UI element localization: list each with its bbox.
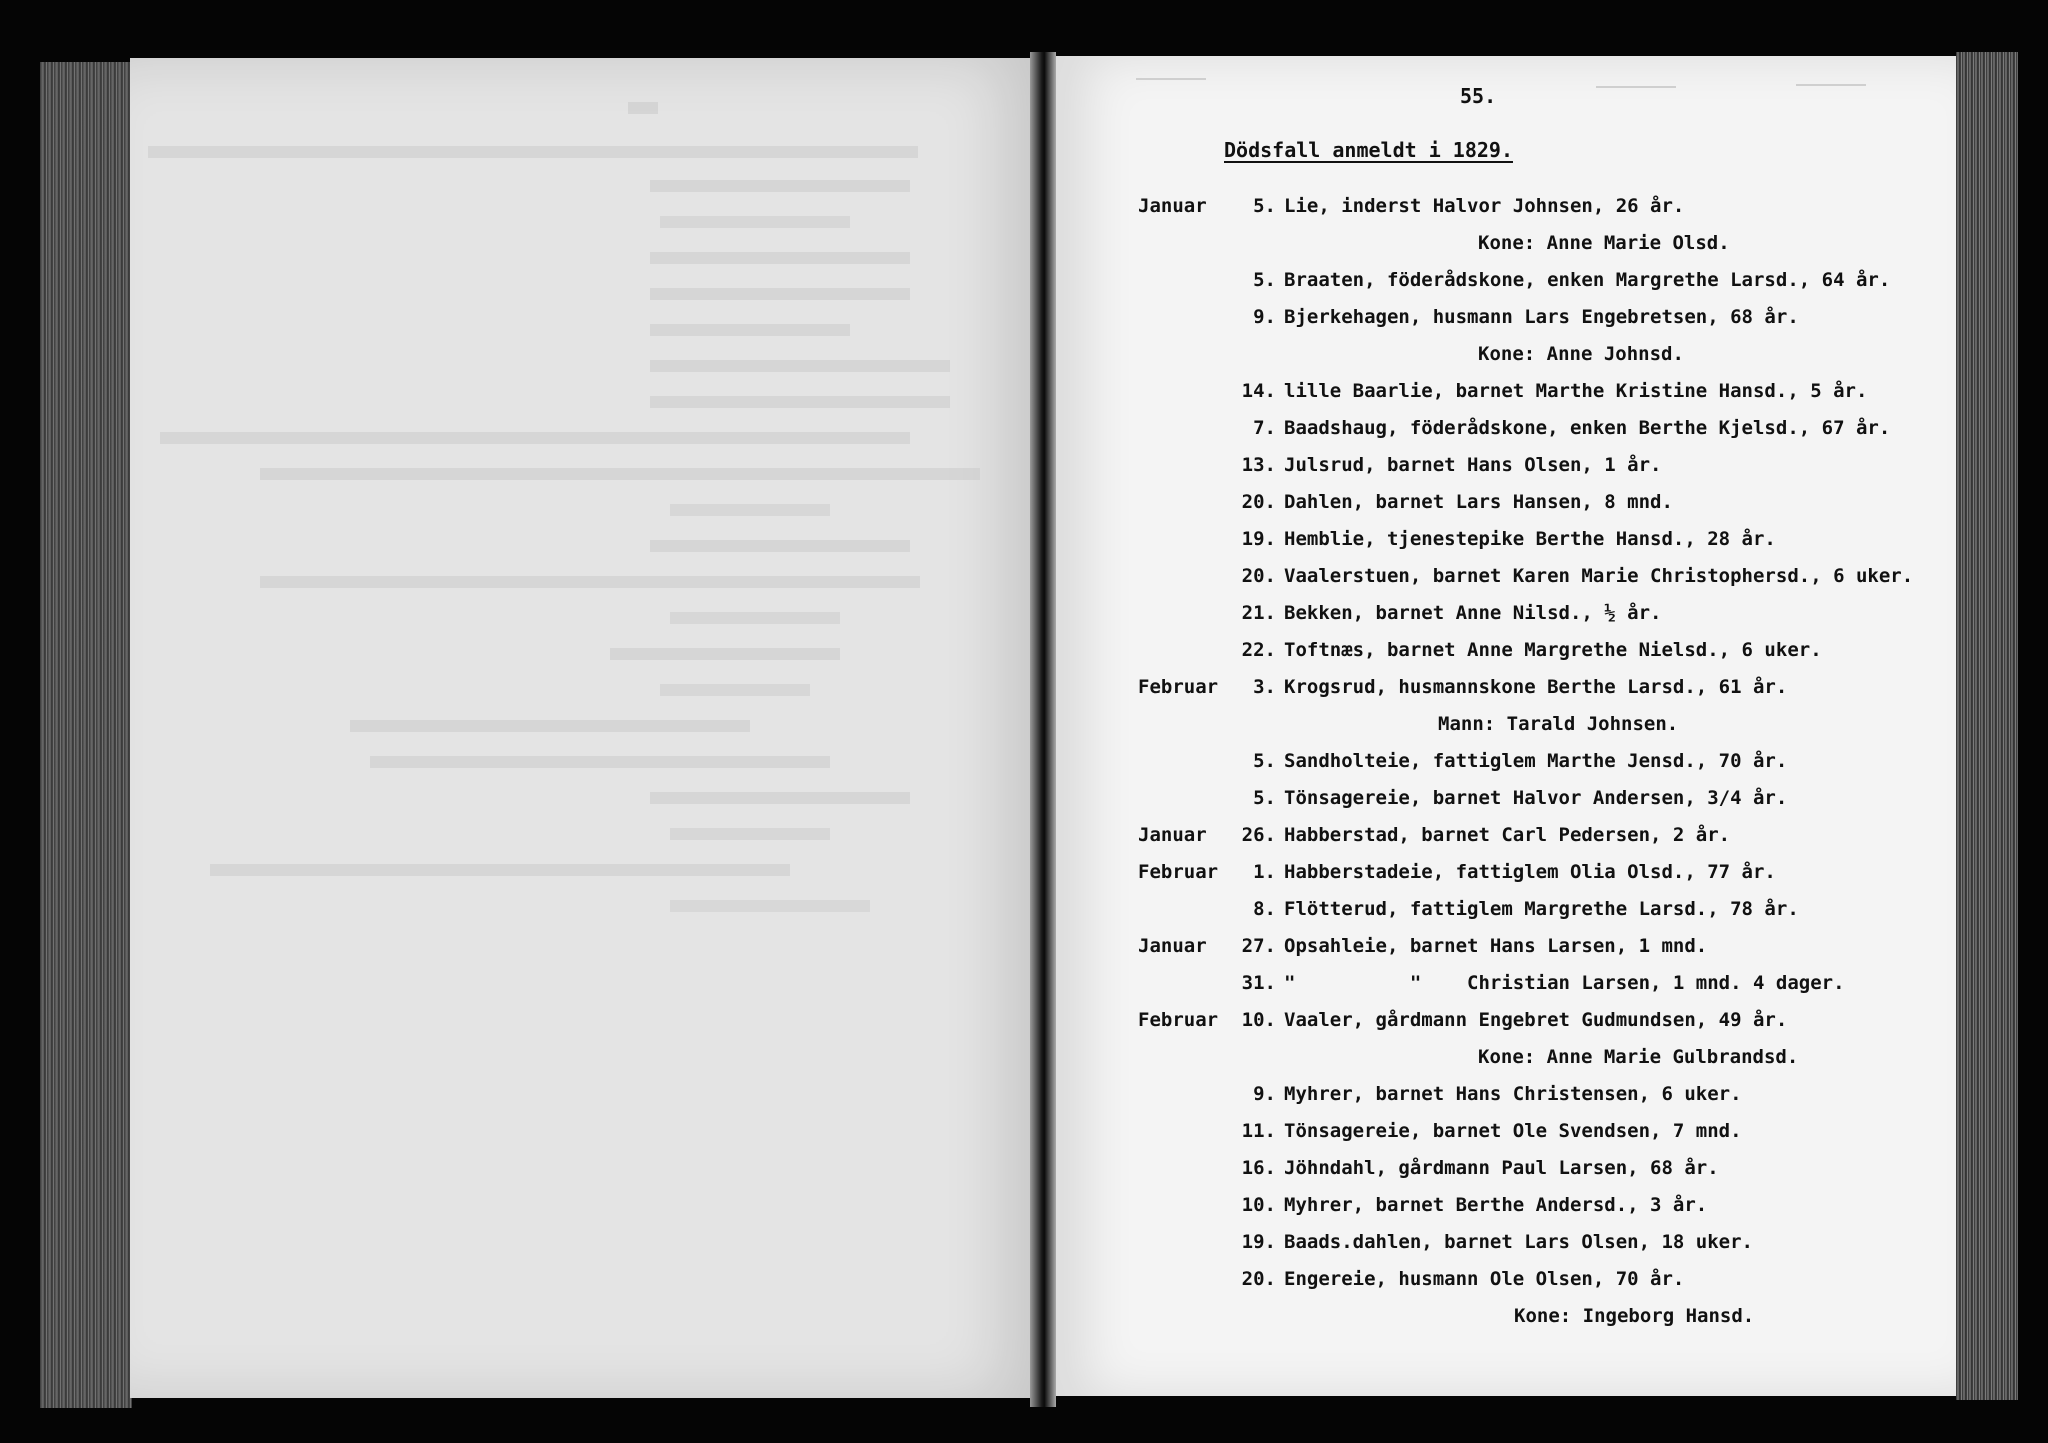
entry-day: 21. bbox=[1241, 602, 1276, 624]
entry-day: 1. bbox=[1253, 861, 1276, 883]
entry-day: 9. bbox=[1253, 1083, 1276, 1105]
list-item bbox=[1138, 706, 1938, 743]
entry-text: Engereie, husmann Ole Olsen, 70 år. bbox=[1284, 1268, 1685, 1290]
entry-day: 11. bbox=[1241, 1120, 1276, 1142]
right-page-edges bbox=[1956, 52, 2018, 1400]
entry-text: lille Baarlie, barnet Marthe Kristine Hansd., 5 år. bbox=[1284, 380, 1868, 402]
death-record-list bbox=[1138, 188, 1938, 1335]
list-item bbox=[1138, 743, 1938, 780]
entry-day: 22. bbox=[1241, 639, 1276, 661]
entry-day: 31. bbox=[1241, 972, 1276, 994]
entry-text: Baadshaug, föderådskone, enken Berthe Kjelsd., 67 år. bbox=[1284, 417, 1891, 439]
list-item bbox=[1138, 336, 1938, 373]
entry-spouse: Kone: Ingeborg Hansd. bbox=[1514, 1305, 1755, 1327]
list-item bbox=[1138, 1039, 1938, 1076]
entry-day: 5. bbox=[1253, 269, 1276, 291]
list-item bbox=[1138, 669, 1938, 706]
entry-month: Januar bbox=[1138, 935, 1207, 957]
entry-text: Krogsrud, husmannskone Berthe Larsd., 61 år. bbox=[1284, 676, 1788, 698]
list-item bbox=[1138, 1150, 1938, 1187]
entry-day: 9. bbox=[1253, 306, 1276, 328]
list-item bbox=[1138, 1298, 1938, 1335]
list-item bbox=[1138, 410, 1938, 447]
entry-text: Flötterud, fattiglem Margrethe Larsd., 78 år. bbox=[1284, 898, 1799, 920]
list-item bbox=[1138, 854, 1938, 891]
list-item bbox=[1138, 1113, 1938, 1150]
entry-text: Tönsagereie, barnet Halvor Andersen, 3/4 år. bbox=[1284, 787, 1788, 809]
page-mark bbox=[1596, 86, 1676, 88]
entry-text: Myhrer, barnet Hans Christensen, 6 uker. bbox=[1284, 1083, 1742, 1105]
list-item bbox=[1138, 558, 1938, 595]
entry-text: Bekken, barnet Anne Nilsd., ½ år. bbox=[1284, 602, 1662, 624]
entry-text: Jöhndahl, gårdmann Paul Larsen, 68 år. bbox=[1284, 1157, 1719, 1179]
entry-day: 5. bbox=[1253, 750, 1276, 772]
list-item bbox=[1138, 965, 1938, 1002]
entry-text: Hemblie, tjenestepike Berthe Hansd., 28 år. bbox=[1284, 528, 1776, 550]
list-item bbox=[1138, 262, 1938, 299]
entry-text: Toftnæs, barnet Anne Margrethe Nielsd., 6 uker. bbox=[1284, 639, 1822, 661]
list-item bbox=[1138, 1261, 1938, 1298]
entry-text: Braaten, föderådskone, enken Margrethe Larsd., 64 år. bbox=[1284, 269, 1891, 291]
entry-day: 13. bbox=[1241, 454, 1276, 476]
list-item bbox=[1138, 632, 1938, 669]
list-item bbox=[1138, 521, 1938, 558]
book-gutter bbox=[1030, 52, 1056, 1407]
entry-day: 8. bbox=[1253, 898, 1276, 920]
entry-day: 14. bbox=[1241, 380, 1276, 402]
entry-text: Julsrud, barnet Hans Olsen, 1 år. bbox=[1284, 454, 1662, 476]
list-item bbox=[1138, 447, 1938, 484]
page-mark bbox=[1136, 78, 1206, 80]
list-item bbox=[1138, 225, 1938, 262]
entry-day: 27. bbox=[1241, 935, 1276, 957]
entry-day: 26. bbox=[1241, 824, 1276, 846]
list-item bbox=[1138, 891, 1938, 928]
list-item bbox=[1138, 1187, 1938, 1224]
entry-text: Vaaler, gårdmann Engebret Gudmundsen, 49 år. bbox=[1284, 1009, 1788, 1031]
entry-day: 10. bbox=[1241, 1194, 1276, 1216]
page-title: Dödsfall anmeldt i 1829. bbox=[1224, 138, 1513, 162]
entry-spouse: Kone: Anne Marie Gulbrandsd. bbox=[1478, 1046, 1799, 1068]
entry-day: 10. bbox=[1241, 1009, 1276, 1031]
entry-text: Myhrer, barnet Berthe Andersd., 3 år. bbox=[1284, 1194, 1708, 1216]
entry-month: Februar bbox=[1138, 676, 1219, 698]
bleed-through-text bbox=[130, 58, 1042, 1398]
list-item bbox=[1138, 188, 1938, 225]
page-mark bbox=[1796, 84, 1866, 86]
entry-day: 20. bbox=[1241, 1268, 1276, 1290]
list-item bbox=[1138, 1002, 1938, 1039]
list-item bbox=[1138, 1076, 1938, 1113]
page-number: 55. bbox=[1460, 84, 1497, 108]
entry-text: Opsahleie, barnet Hans Larsen, 1 mnd. bbox=[1284, 935, 1708, 957]
entry-day: 20. bbox=[1241, 565, 1276, 587]
entry-month: Januar bbox=[1138, 824, 1207, 846]
entry-month: Januar bbox=[1138, 195, 1207, 217]
list-item bbox=[1138, 780, 1938, 817]
entry-spouse: Kone: Anne Marie Olsd. bbox=[1478, 232, 1730, 254]
entry-text: Baads.dahlen, barnet Lars Olsen, 18 uker. bbox=[1284, 1231, 1753, 1253]
entry-text: " " Christian Larsen, 1 mnd. 4 dager. bbox=[1284, 972, 1845, 994]
entry-text: Lie, inderst Halvor Johnsen, 26 år. bbox=[1284, 195, 1685, 217]
entry-day: 19. bbox=[1241, 1231, 1276, 1253]
entry-text: Dahlen, barnet Lars Hansen, 8 mnd. bbox=[1284, 491, 1673, 513]
entry-day: 20. bbox=[1241, 491, 1276, 513]
entry-text: Tönsagereie, barnet Ole Svendsen, 7 mnd. bbox=[1284, 1120, 1742, 1142]
entry-month: Februar bbox=[1138, 861, 1219, 883]
list-item bbox=[1138, 373, 1938, 410]
entry-day: 3. bbox=[1253, 676, 1276, 698]
left-page bbox=[130, 58, 1042, 1398]
entry-month: Februar bbox=[1138, 1009, 1219, 1031]
list-item bbox=[1138, 928, 1938, 965]
entry-text: Bjerkehagen, husmann Lars Engebretsen, 68 år. bbox=[1284, 306, 1799, 328]
list-item bbox=[1138, 817, 1938, 854]
entry-day: 7. bbox=[1253, 417, 1276, 439]
left-page-edges bbox=[40, 62, 132, 1408]
entry-text: Sandholteie, fattiglem Marthe Jensd., 70 år. bbox=[1284, 750, 1788, 772]
entry-day: 16. bbox=[1241, 1157, 1276, 1179]
entry-day: 5. bbox=[1253, 195, 1276, 217]
entry-day: 19. bbox=[1241, 528, 1276, 550]
entry-text: Habberstad, barnet Carl Pedersen, 2 år. bbox=[1284, 824, 1731, 846]
entry-text: Habberstadeie, fattiglem Olia Olsd., 77 år. bbox=[1284, 861, 1776, 883]
list-item bbox=[1138, 299, 1938, 336]
list-item bbox=[1138, 595, 1938, 632]
entry-spouse: Mann: Tarald Johnsen. bbox=[1438, 713, 1679, 735]
entry-spouse: Kone: Anne Johnsd. bbox=[1478, 343, 1684, 365]
entry-day: 5. bbox=[1253, 787, 1276, 809]
list-item bbox=[1138, 484, 1938, 521]
entry-text: Vaalerstuen, barnet Karen Marie Christophersd., 6 uker. bbox=[1284, 565, 1914, 587]
list-item bbox=[1138, 1224, 1938, 1261]
